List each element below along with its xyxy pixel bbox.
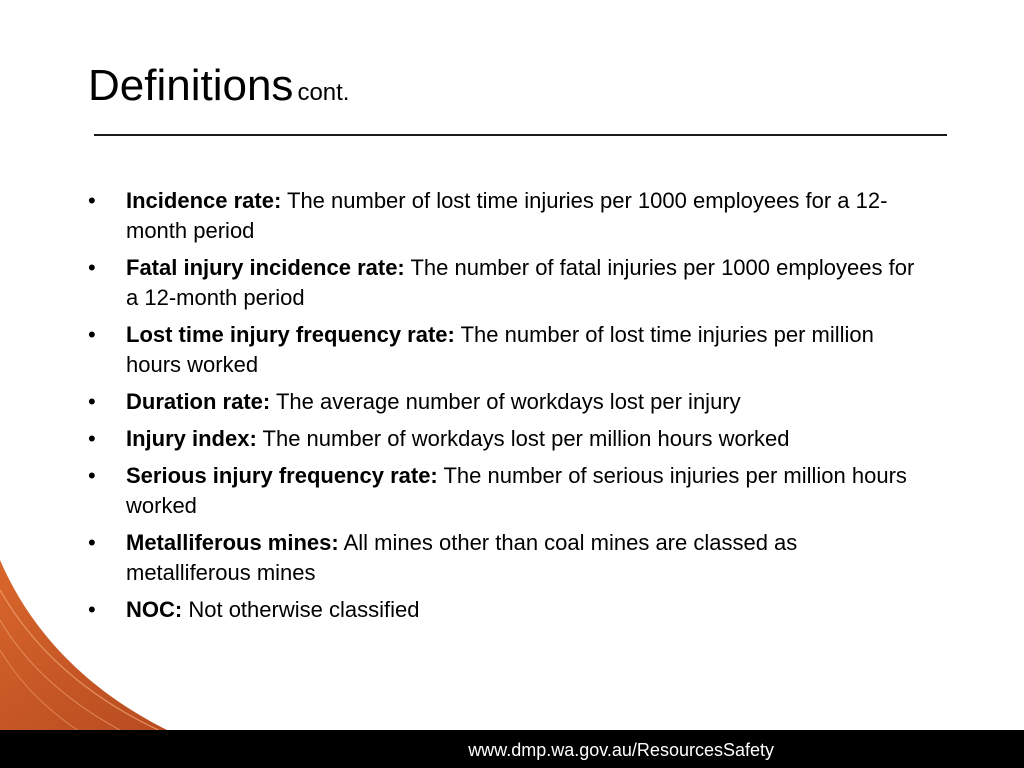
definition-text: The number of workdays lost per million hours worked xyxy=(262,426,790,451)
definition-item xyxy=(86,461,926,521)
title-main: Definitions xyxy=(88,61,294,110)
bullet-icon: • xyxy=(88,463,96,488)
title-divider xyxy=(94,134,947,136)
definition-item xyxy=(86,186,926,246)
definitions-list xyxy=(86,186,926,632)
bullet-icon: • xyxy=(88,597,96,622)
definition-text: The number of fatal injuries per 1000 employees for a 12-month period xyxy=(126,255,915,310)
definition-text: The number of lost time injuries per 1000 employees for a 12-month period xyxy=(126,188,888,243)
definition-item xyxy=(86,595,926,625)
bullet-icon: • xyxy=(88,530,96,555)
definition-term: Serious injury frequency rate: xyxy=(126,463,438,488)
slide-title xyxy=(88,61,350,110)
definition-term: NOC: xyxy=(126,597,183,622)
definition-item xyxy=(86,528,926,588)
definition-item xyxy=(86,387,926,417)
definition-text: The number of serious injuries per million hours worked xyxy=(126,463,907,518)
bullet-icon: • xyxy=(88,255,96,280)
bullet-icon: • xyxy=(88,426,96,451)
bullet-icon: • xyxy=(88,188,96,213)
definition-item xyxy=(86,253,926,313)
footer-url-link[interactable]: www.dmp.wa.gov.au/ResourcesSafety xyxy=(468,740,774,760)
definition-term: Injury index: xyxy=(126,426,257,451)
definition-text: The average number of workdays lost per injury xyxy=(275,389,741,414)
definition-term: Metalliferous mines: xyxy=(126,530,339,555)
definition-term: Lost time injury frequency rate: xyxy=(126,322,455,347)
definition-item xyxy=(86,424,926,454)
definition-term: Fatal injury incidence rate: xyxy=(126,255,405,280)
definition-text: All mines other than coal mines are classed as metalliferous mines xyxy=(126,530,798,585)
definition-item xyxy=(86,320,926,380)
definition-text: Not otherwise classified xyxy=(188,597,420,622)
definition-text: The number of lost time injuries per million hours worked xyxy=(126,322,874,377)
bullet-icon: • xyxy=(88,389,96,414)
bullet-icon: • xyxy=(88,322,96,347)
definition-term: Duration rate: xyxy=(126,389,271,414)
definition-term: Incidence rate: xyxy=(126,188,282,213)
title-subtitle: cont. xyxy=(297,79,350,106)
